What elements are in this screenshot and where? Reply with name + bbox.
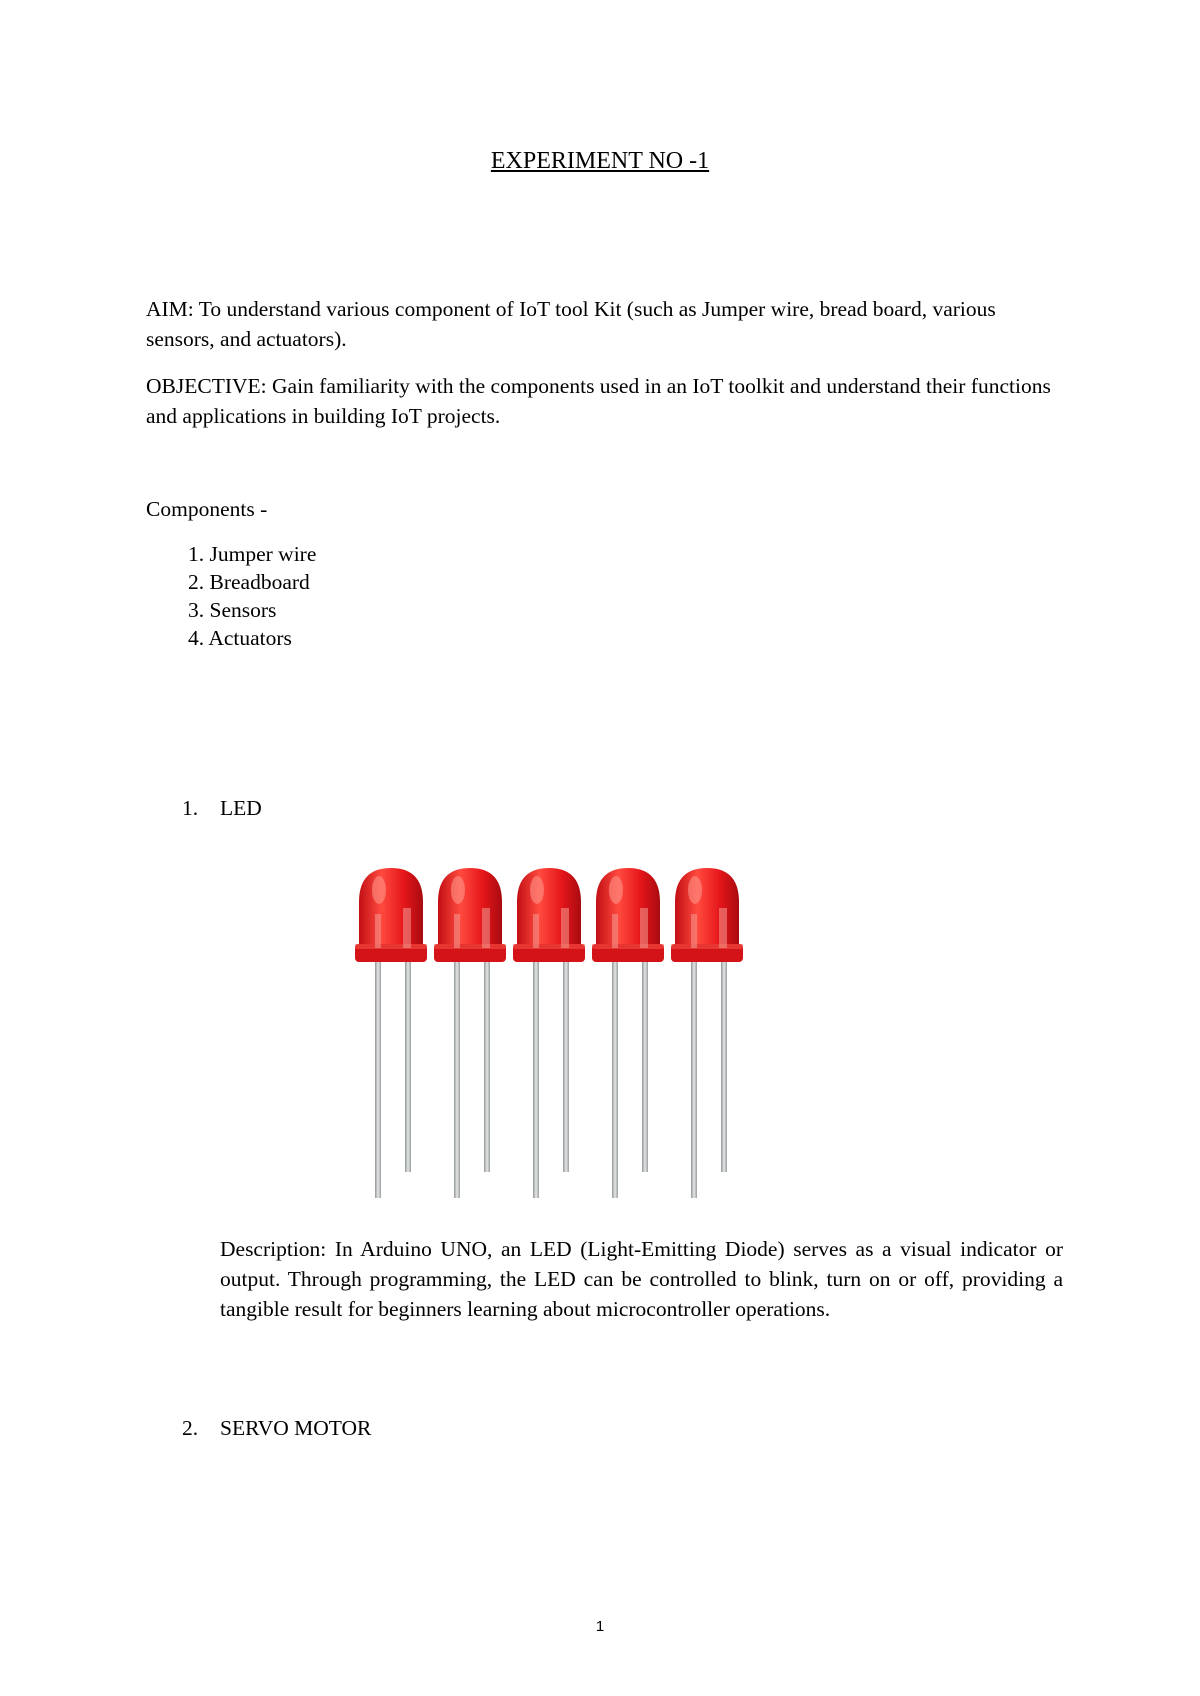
components-heading: Components - [146,497,268,521]
list-item: 2. Breadboard [188,570,310,594]
components-list [188,540,316,652]
list-item: 4. Actuators [188,626,292,650]
led-description: Description: In Arduino UNO, an LED (Light-Emitting Diode) serves as a visual indicator or output. Through programming, the LED can be controlled to blink, turn on or off, providing a tangible result for beginners learning about microcontroller operations. [220,1237,1063,1321]
list-item: 1. Jumper wire [188,542,317,566]
page-title: EXPERIMENT NO -1 [490,148,710,174]
section-number: 1. [182,796,199,820]
objective-paragraph: OBJECTIVE: Gain familiarity with the components used in an IoT toolkit and understand their functions and applications in building IoT projects. [146,374,1051,428]
section-label: SERVO MOTOR [220,1416,372,1440]
led-image [355,868,747,1198]
list-item: 3. Sensors [188,598,277,622]
section-label: LED [220,796,262,820]
aim-paragraph: AIM: To understand various component of IoT tool Kit (such as Jumper wire, bread board, various sensors, and actuators). [146,297,996,351]
section-number: 2. [182,1416,199,1440]
page-number: 1 [595,1618,605,1635]
